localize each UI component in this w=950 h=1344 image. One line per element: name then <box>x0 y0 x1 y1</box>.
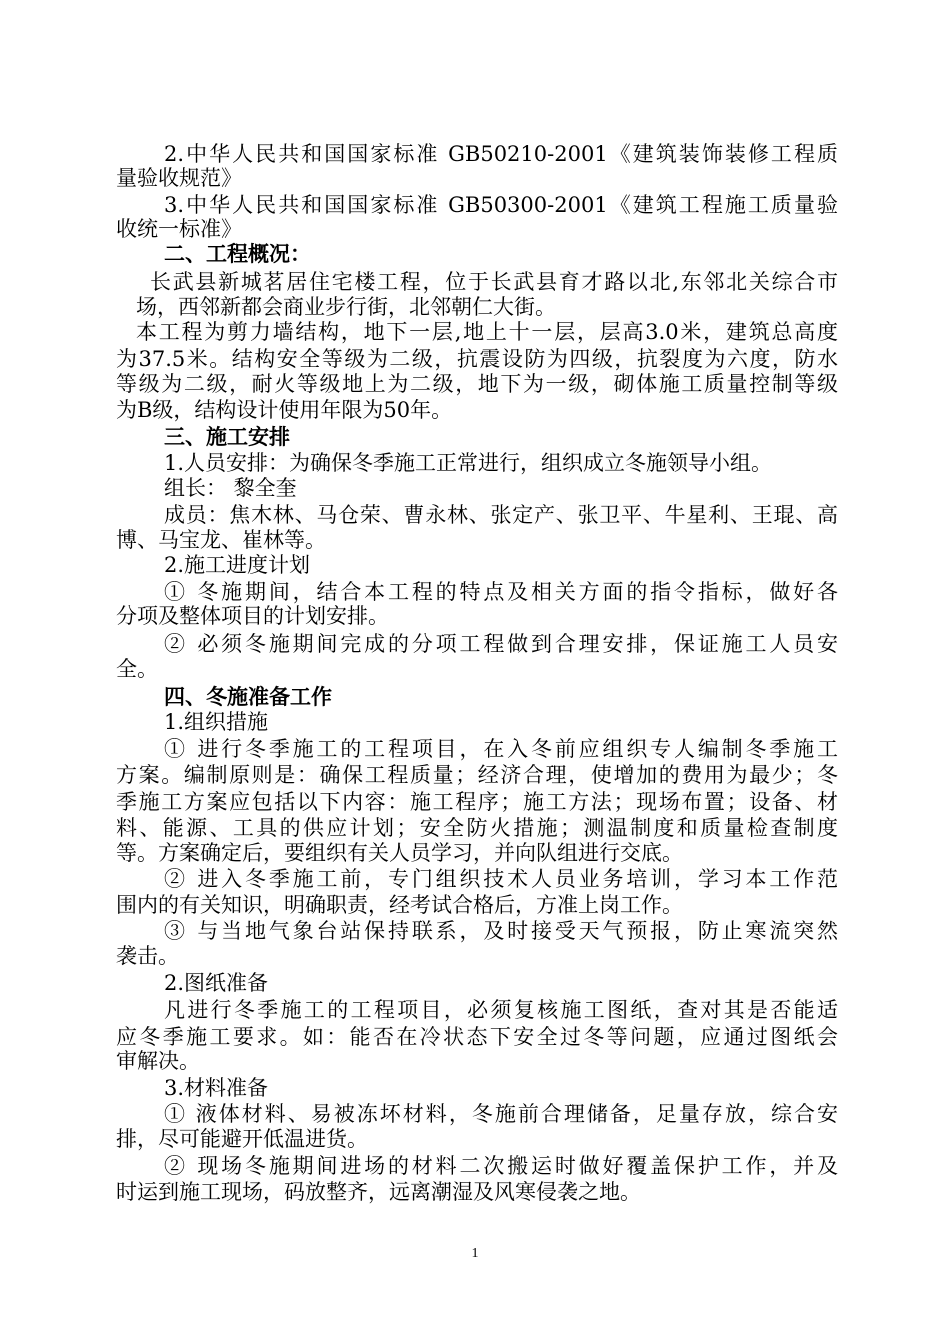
text-line: 为37.5米。结构安全等级为二级，抗震设防为四级，抗裂度为六度，防水 <box>116 347 838 371</box>
text-line: 等。方案确定后，要组织有关人员学习，并向队组进行交底。 <box>116 841 683 865</box>
text-line: 时运到施工现场，码放整齐，远离潮湿及风寒侵袭之地。 <box>116 1180 641 1204</box>
text-line: 1.组织措施 <box>164 710 269 734</box>
text-line: ② 必须冬施期间完成的分项工程做到合理安排，保证施工人员安 <box>164 632 838 656</box>
text-line: 料、能源、工具的供应计划；安全防火措施；测温制度和质量检查制度 <box>116 816 838 840</box>
text-line: 审解决。 <box>116 1049 200 1073</box>
text-line: ① 液体材料、易被冻坏材料，冬施前合理储备，足量存放，综合安 <box>164 1102 838 1126</box>
section-heading: 二、工程概况： <box>164 242 311 266</box>
text-line: 等级为二级，耐火等级地上为二级，地下为一级，砌体施工质量控制等级 <box>116 372 838 396</box>
text-line: ③ 与当地气象台站保持联系，及时接受天气预报，防止寒流突然 <box>164 919 838 943</box>
text-line: 3.材料准备 <box>164 1076 269 1100</box>
text-line: 2.图纸准备 <box>164 971 269 995</box>
text-line: 博、马宝龙、崔林等。 <box>116 528 326 552</box>
text-line: 量验收规范》 <box>116 166 242 190</box>
text-line: 围内的有关知识，明确职责，经考试合格后，方准上岗工作。 <box>116 893 683 917</box>
text-line: 组长： 黎全奎 <box>164 476 297 500</box>
text-line: 1.人员安排：为确保冬季施工正常进行，组织成立冬施领导小组。 <box>164 451 773 475</box>
text-line: 袭击。 <box>116 944 179 968</box>
text-line: 凡进行冬季施工的工程项目，必须复核施工图纸，查对其是否能适 <box>164 998 838 1022</box>
text-line: 成员：焦木林、马仓荣、曹永林、张定产、张卫平、牛星利、王琨、高 <box>164 503 838 527</box>
text-line: 分项及整体项目的计划安排。 <box>116 604 389 628</box>
text-line: 收统一标准》 <box>116 217 242 241</box>
section-heading: 三、施工安排 <box>164 425 290 449</box>
section-heading: 四、冬施准备工作 <box>164 685 332 709</box>
text-line: ① 进行冬季施工的工程项目，在入冬前应组织专人编制冬季施工 <box>164 737 838 761</box>
text-line: 应冬季施工要求。如：能否在冷状态下安全过冬等问题，应通过图纸会 <box>116 1025 838 1049</box>
text-line: 长武县新城茗居住宅楼工程，位于长武县育才路以北,东邻北关综合市 <box>150 270 838 294</box>
text-line: 为B级，结构设计使用年限为50年。 <box>116 398 453 422</box>
text-line: ① 冬施期间，结合本工程的特点及相关方面的指令指标，做好各 <box>164 580 838 604</box>
text-line: ② 现场冬施期间进场的材料二次搬运时做好覆盖保护工作，并及 <box>164 1154 838 1178</box>
text-line: 2.施工进度计划 <box>164 553 311 577</box>
text-line: 方案。编制原则是：确保工程质量；经济合理，使增加的费用为最少；冬 <box>116 763 838 787</box>
text-line: 本工程为剪力墙结构，地下一层,地上十一层，层高3.0米，建筑总高度 <box>136 320 838 344</box>
text-line: ② 进入冬季施工前，专门组织技术人员业务培训，学习本工作范 <box>164 867 838 891</box>
page-number: 1 <box>471 1246 479 1261</box>
text-line: 3.中华人民共和国国家标准 GB50300-2001《建筑工程施工质量验 <box>164 193 838 217</box>
text-line: 季施工方案应包括以下内容：施工程序；施工方法；现场布置；设备、材 <box>116 790 838 814</box>
text-line: 排，尽可能避开低温进货。 <box>116 1127 368 1151</box>
text-line: 全。 <box>116 657 158 681</box>
text-line: 2.中华人民共和国国家标准 GB50210-2001《建筑装饰装修工程质 <box>164 142 838 166</box>
text-line: 场，西邻新都会商业步行街，北邻朝仁大街。 <box>136 295 556 319</box>
